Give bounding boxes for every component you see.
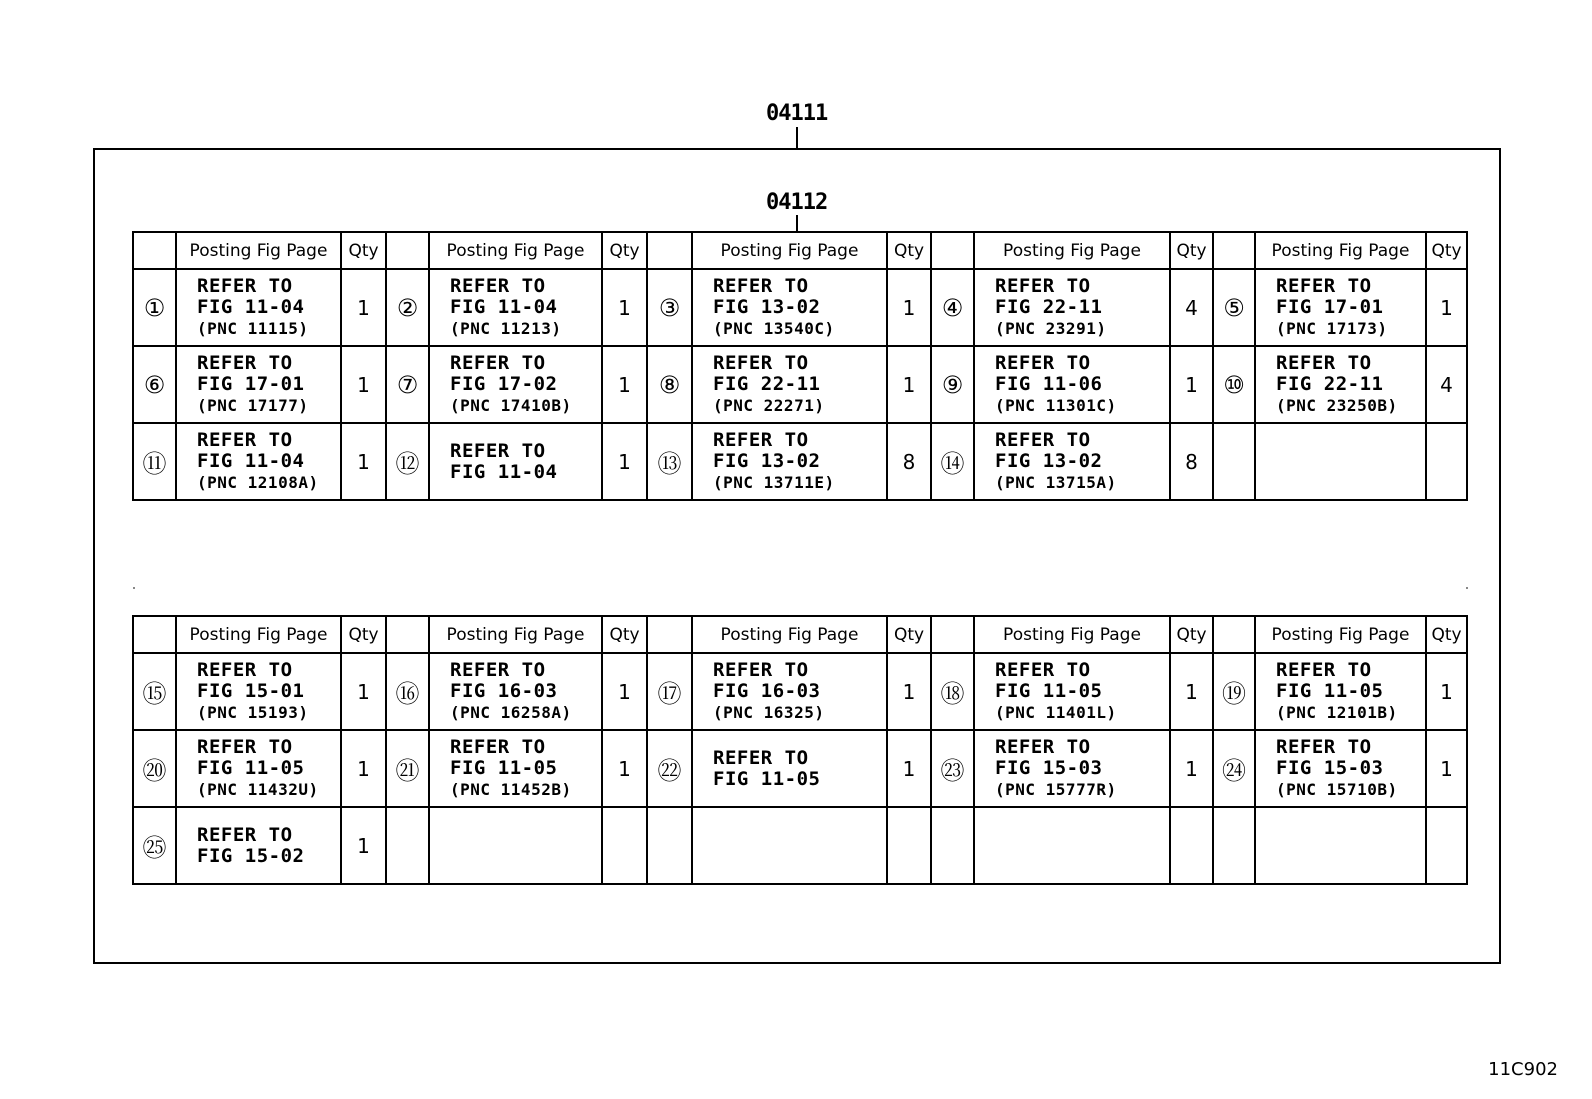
- quantity-value: 1: [602, 269, 647, 346]
- pnc-reference: (PNC 15710B): [1276, 780, 1398, 799]
- quantity-value: 1: [602, 346, 647, 423]
- callout-number: ⑨: [931, 346, 974, 423]
- qty-header: Qty: [887, 232, 931, 269]
- assembly-label-outer: 04111: [766, 101, 828, 126]
- num-header: [133, 232, 176, 269]
- refer-to-text: REFER TO: [1276, 659, 1372, 681]
- qty-header: Qty: [1170, 232, 1213, 269]
- fig-reference: FIG 17-01: [1276, 296, 1384, 318]
- num-header: [386, 616, 429, 653]
- fig-reference: FIG 16-03: [713, 680, 821, 702]
- posting-header: Posting Fig Page: [974, 616, 1170, 653]
- callout-number: ⑳: [133, 730, 176, 807]
- refer-to-text: REFER TO: [197, 352, 293, 374]
- callout-number: ⑫: [386, 423, 429, 500]
- callout-number: [386, 807, 429, 884]
- pnc-reference: (PNC 17410B): [450, 396, 572, 415]
- posting-reference: [692, 346, 887, 423]
- callout-number: ⑮: [133, 653, 176, 730]
- quantity-value: [1426, 423, 1467, 500]
- fig-reference: FIG 11-04: [197, 450, 305, 472]
- refer-to-text: REFER TO: [713, 429, 809, 451]
- fig-reference: FIG 11-04: [197, 296, 305, 318]
- fig-reference: FIG 17-02: [450, 373, 558, 395]
- refer-to-text: REFER TO: [450, 352, 546, 374]
- table-body: [133, 653, 1467, 884]
- refer-to-text: REFER TO: [197, 736, 293, 758]
- posting-reference: [176, 346, 341, 423]
- refer-to-text: REFER TO: [995, 352, 1091, 374]
- callout-number: ⑯: [386, 653, 429, 730]
- refer-to-text: REFER TO: [450, 275, 546, 297]
- posting-reference: [176, 730, 341, 807]
- callout-number: ⑧: [647, 346, 692, 423]
- callout-number: ⑱: [931, 653, 974, 730]
- quantity-value: 1: [1426, 730, 1467, 807]
- callout-number: ⑬: [647, 423, 692, 500]
- pnc-reference: (PNC 12101B): [1276, 703, 1398, 722]
- quantity-value: 8: [1170, 423, 1213, 500]
- posting-header: Posting Fig Page: [1255, 616, 1426, 653]
- quantity-value: 1: [341, 269, 386, 346]
- fig-reference: FIG 15-01: [197, 680, 305, 702]
- refer-to-text: REFER TO: [995, 736, 1091, 758]
- posting-header: Posting Fig Page: [429, 616, 602, 653]
- fig-reference: FIG 11-04: [450, 296, 558, 318]
- refer-to-text: REFER TO: [1276, 275, 1372, 297]
- callout-number: [647, 807, 692, 884]
- posting-header: Posting Fig Page: [1255, 232, 1426, 269]
- posting-reference: [1255, 653, 1426, 730]
- pnc-reference: (PNC 13540C): [713, 319, 835, 338]
- posting-reference: [1255, 423, 1426, 500]
- pnc-reference: (PNC 11213): [450, 319, 562, 338]
- pnc-reference: (PNC 17173): [1276, 319, 1388, 338]
- table-header-row: [133, 232, 1467, 269]
- refer-to-text: REFER TO: [995, 275, 1091, 297]
- quantity-value: [1426, 807, 1467, 884]
- num-header: [647, 232, 692, 269]
- quantity-value: 1: [602, 730, 647, 807]
- pnc-reference: (PNC 11115): [197, 319, 309, 338]
- quantity-value: 1: [1170, 730, 1213, 807]
- callout-number: ⑰: [647, 653, 692, 730]
- num-header: [931, 616, 974, 653]
- callout-number: ⑦: [386, 346, 429, 423]
- fig-reference: FIG 11-05: [450, 757, 558, 779]
- callout-number: ㉒: [647, 730, 692, 807]
- qty-header: Qty: [1426, 616, 1467, 653]
- fig-reference: FIG 11-05: [995, 680, 1103, 702]
- pnc-reference: (PNC 23291): [995, 319, 1107, 338]
- quantity-value: 1: [1426, 269, 1467, 346]
- pnc-reference: (PNC 22271): [713, 396, 825, 415]
- num-header: [931, 232, 974, 269]
- qty-header: Qty: [887, 616, 931, 653]
- num-header: [133, 616, 176, 653]
- posting-reference: [974, 730, 1170, 807]
- quantity-value: 1: [602, 653, 647, 730]
- refer-to-text: REFER TO: [197, 429, 293, 451]
- callout-number: ⑲: [1213, 653, 1255, 730]
- posting-reference: [692, 730, 887, 807]
- callout-number: [1213, 807, 1255, 884]
- quantity-value: 1: [887, 346, 931, 423]
- refer-to-text: REFER TO: [197, 275, 293, 297]
- fig-reference: FIG 22-11: [1276, 373, 1384, 395]
- pnc-reference: (PNC 11401L): [995, 703, 1117, 722]
- refer-to-text: REFER TO: [450, 736, 546, 758]
- fig-reference: FIG 15-03: [995, 757, 1103, 779]
- refer-to-text: REFER TO: [713, 659, 809, 681]
- callout-number: ⑪: [133, 423, 176, 500]
- fig-reference: FIG 11-05: [713, 767, 821, 790]
- callout-number: ④: [931, 269, 974, 346]
- quantity-value: [887, 807, 931, 884]
- refer-to-text: REFER TO: [713, 746, 809, 769]
- posting-reference: [429, 807, 602, 884]
- refer-to-text: REFER TO: [995, 429, 1091, 451]
- pnc-reference: (PNC 16258A): [450, 703, 572, 722]
- refer-to-text: REFER TO: [1276, 352, 1372, 374]
- quantity-value: [1170, 807, 1213, 884]
- pnc-reference: (PNC 12108A): [197, 473, 319, 492]
- posting-reference: [176, 807, 341, 884]
- quantity-value: 1: [1426, 653, 1467, 730]
- assembly-label-inner: 04112: [766, 190, 828, 215]
- pnc-reference: (PNC 23250B): [1276, 396, 1398, 415]
- quantity-value: 1: [887, 269, 931, 346]
- posting-reference: [974, 346, 1170, 423]
- pnc-reference: (PNC 13715A): [995, 473, 1117, 492]
- refer-to-text: REFER TO: [713, 352, 809, 374]
- fig-reference: FIG 15-02: [197, 844, 305, 867]
- callout-number: ㉕: [133, 807, 176, 884]
- quantity-value: 4: [1170, 269, 1213, 346]
- callout-number: ①: [133, 269, 176, 346]
- table-row: [133, 730, 1467, 807]
- fig-reference: FIG 13-02: [995, 450, 1103, 472]
- qty-header: Qty: [602, 232, 647, 269]
- table-row: [133, 653, 1467, 730]
- callout-number: [1213, 423, 1255, 500]
- quantity-value: 1: [887, 653, 931, 730]
- callout-number: ㉓: [931, 730, 974, 807]
- callout-number: ③: [647, 269, 692, 346]
- posting-reference: [1255, 807, 1426, 884]
- num-header: [1213, 232, 1255, 269]
- num-header: [1213, 616, 1255, 653]
- pnc-reference: (PNC 15193): [197, 703, 309, 722]
- num-header: [647, 616, 692, 653]
- refer-to-text: REFER TO: [197, 659, 293, 681]
- fig-reference: FIG 15-03: [1276, 757, 1384, 779]
- pnc-reference: (PNC 15777R): [995, 780, 1117, 799]
- posting-reference: [429, 423, 602, 500]
- quantity-value: 1: [887, 730, 931, 807]
- quantity-value: 8: [887, 423, 931, 500]
- posting-header: Posting Fig Page: [974, 232, 1170, 269]
- pnc-reference: (PNC 11301C): [995, 396, 1117, 415]
- leader-line-outer: [796, 127, 798, 148]
- qty-header: Qty: [341, 232, 386, 269]
- refer-to-text: REFER TO: [995, 659, 1091, 681]
- posting-reference: [692, 807, 887, 884]
- separator-mark-right: [1466, 587, 1468, 589]
- posting-header: Posting Fig Page: [692, 232, 887, 269]
- pnc-reference: (PNC 11452B): [450, 780, 572, 799]
- posting-reference: [974, 269, 1170, 346]
- qty-header: Qty: [341, 616, 386, 653]
- posting-header: Posting Fig Page: [429, 232, 602, 269]
- fig-reference: FIG 17-01: [197, 373, 305, 395]
- callout-number: ②: [386, 269, 429, 346]
- refer-to-text: REFER TO: [713, 275, 809, 297]
- refer-to-text: REFER TO: [1276, 736, 1372, 758]
- qty-header: Qty: [1426, 232, 1467, 269]
- posting-header: Posting Fig Page: [176, 616, 341, 653]
- quantity-value: 1: [341, 423, 386, 500]
- posting-header: Posting Fig Page: [176, 232, 341, 269]
- posting-reference: [1255, 269, 1426, 346]
- table-header-row: [133, 616, 1467, 653]
- posting-reference: [692, 423, 887, 500]
- quantity-value: [602, 807, 647, 884]
- figure-code: 11C902: [1488, 1059, 1558, 1080]
- posting-reference: [176, 423, 341, 500]
- fig-reference: FIG 11-05: [197, 757, 305, 779]
- pnc-reference: (PNC 16325): [713, 703, 825, 722]
- posting-reference: [692, 269, 887, 346]
- fig-reference: FIG 22-11: [995, 296, 1103, 318]
- posting-reference: [692, 653, 887, 730]
- callout-number: ⑩: [1213, 346, 1255, 423]
- posting-reference: [974, 423, 1170, 500]
- quantity-value: 1: [341, 346, 386, 423]
- posting-reference: [974, 653, 1170, 730]
- posting-reference: [429, 730, 602, 807]
- callout-number: [931, 807, 974, 884]
- fig-reference: FIG 11-06: [995, 373, 1103, 395]
- posting-reference: [176, 653, 341, 730]
- fig-reference: FIG 22-11: [713, 373, 821, 395]
- posting-reference: [974, 807, 1170, 884]
- parts-reference-table-1: [132, 231, 1468, 501]
- callout-number: ⑥: [133, 346, 176, 423]
- quantity-value: 1: [341, 730, 386, 807]
- pnc-reference: (PNC 17177): [197, 396, 309, 415]
- table-row: [133, 346, 1467, 423]
- quantity-value: 1: [341, 807, 386, 884]
- leader-line-inner: [796, 215, 798, 231]
- parts-reference-table-2: [132, 615, 1468, 885]
- callout-number: ⑭: [931, 423, 974, 500]
- quantity-value: 4: [1426, 346, 1467, 423]
- callout-number: ㉑: [386, 730, 429, 807]
- fig-reference: FIG 11-05: [1276, 680, 1384, 702]
- fig-reference: FIG 13-02: [713, 450, 821, 472]
- refer-to-text: REFER TO: [197, 823, 293, 846]
- quantity-value: 1: [341, 653, 386, 730]
- callout-number: ⑤: [1213, 269, 1255, 346]
- fig-reference: FIG 13-02: [713, 296, 821, 318]
- refer-to-text: REFER TO: [450, 439, 546, 462]
- pnc-reference: (PNC 13711E): [713, 473, 835, 492]
- table-body: [133, 269, 1467, 500]
- quantity-value: 1: [1170, 653, 1213, 730]
- fig-reference: FIG 16-03: [450, 680, 558, 702]
- posting-reference: [176, 269, 341, 346]
- separator-mark-left: [133, 587, 135, 589]
- table-row: [133, 807, 1467, 884]
- posting-reference: [1255, 730, 1426, 807]
- posting-reference: [429, 346, 602, 423]
- pnc-reference: (PNC 11432U): [197, 780, 319, 799]
- qty-header: Qty: [1170, 616, 1213, 653]
- posting-reference: [1255, 346, 1426, 423]
- table-row: [133, 423, 1467, 500]
- posting-reference: [429, 653, 602, 730]
- callout-number: ㉔: [1213, 730, 1255, 807]
- refer-to-text: REFER TO: [450, 659, 546, 681]
- quantity-value: 1: [1170, 346, 1213, 423]
- posting-header: Posting Fig Page: [692, 616, 887, 653]
- qty-header: Qty: [602, 616, 647, 653]
- posting-reference: [429, 269, 602, 346]
- fig-reference: FIG 11-04: [450, 460, 558, 483]
- quantity-value: 1: [602, 423, 647, 500]
- num-header: [386, 232, 429, 269]
- table-row: [133, 269, 1467, 346]
